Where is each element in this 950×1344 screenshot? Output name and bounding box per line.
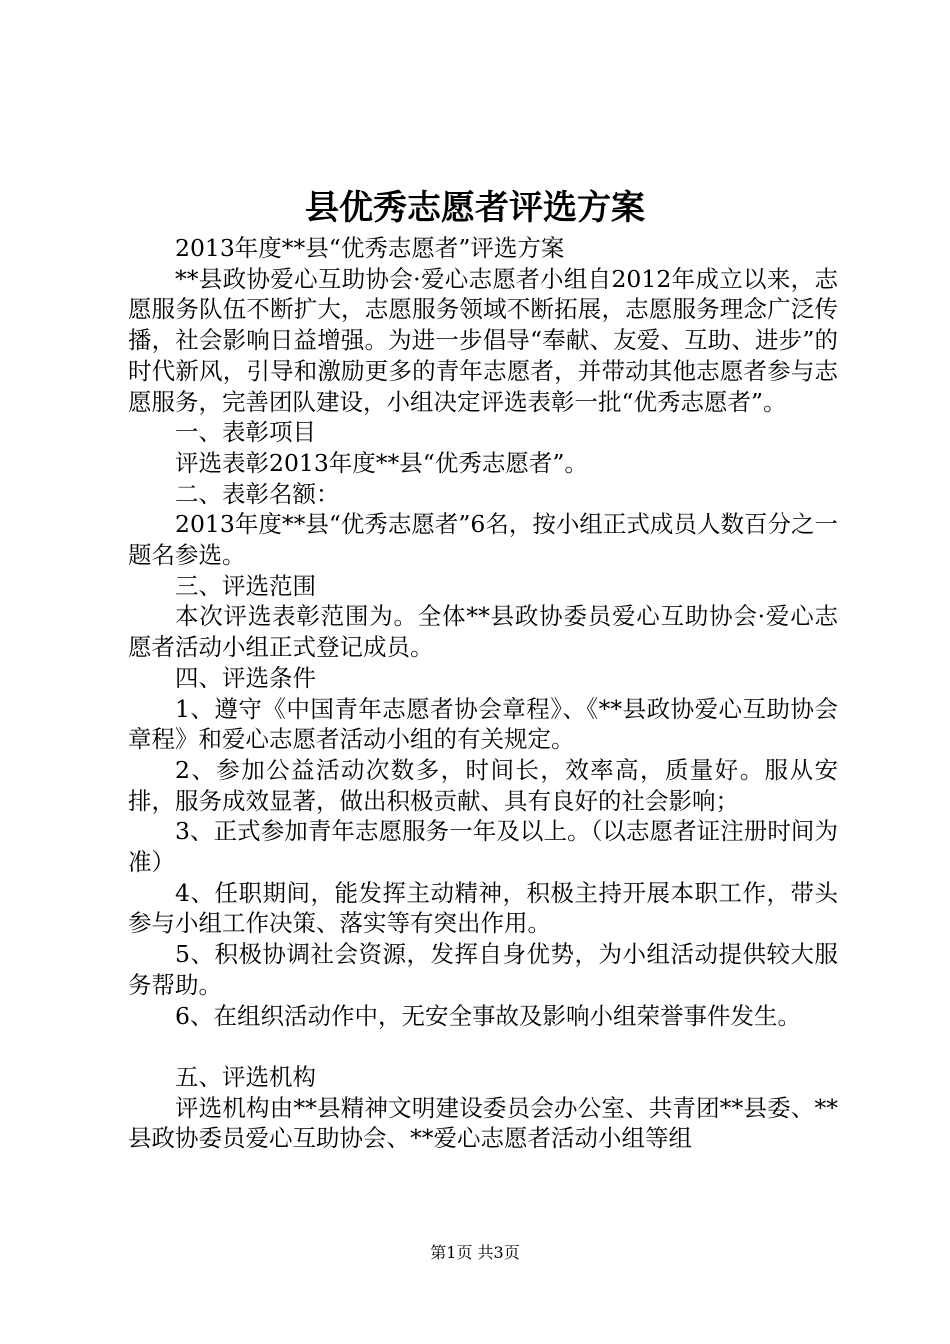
paragraph: 评选表彰2013年度**县“优秀志愿者”。 — [175, 448, 588, 477]
section-heading-3: 三、评选范围 — [175, 571, 316, 600]
paragraph-subtitle: 2013年度**县“优秀志愿者”评选方案 — [175, 234, 565, 262]
list-item: 6、在组织活动作中，无安全事故及影响小组荣誉事件发生。 — [175, 1001, 801, 1030]
document-title: 县优秀志愿者评选方案 — [305, 188, 645, 228]
list-item: 1、遵守《中国青年志愿者协会章程》、《**县政协爱心互助协会章程》和爱心志愿者活动小组的有关规定。 — [128, 694, 838, 754]
section-heading-2: 二、表彰名额： — [175, 479, 340, 508]
list-item: 2、参加公益活动次数多，时间长，效率高，质量好。服从安排，服务成效显著，做出积极贡献、具有良好的社会影响； — [128, 755, 838, 815]
list-item: 4、任职期间，能发挥主动精神，积极主持开展本职工作，带头参与小组工作决策、落实等有突出作用。 — [128, 878, 838, 938]
paragraph: 2013年度**县“优秀志愿者”6名，按小组正式成员人数百分之一题名参选。 — [128, 510, 838, 570]
section-heading-5: 五、评选机构 — [175, 1062, 316, 1091]
paragraph-intro: **县政协爱心互助协会·爱心志愿者小组自2012年成立以来，志愿服务队伍不断扩大，志愿服务领域不断拓展，志愿服务理念广泛传播，社会影响日益增强。为进一步倡导“奉献、友爱、互助、进步”的时代新风，引导和激励更多的青年志愿者，并带动其他志愿者参与志愿服务，完善团队建设，小组决定评选表彰一批“优秀志愿者”。 — [128, 264, 838, 416]
list-item: 3、正式参加青年志愿服务一年及以上。（以志愿者证注册时间为准） — [128, 817, 838, 877]
paragraph: 本次评选表彰范围为。全体**县政协委员爱心互助协会·爱心志愿者活动小组正式登记成员。 — [128, 602, 838, 662]
list-item: 5、积极协调社会资源，发挥自身优势，为小组活动提供较大服务帮助。 — [128, 940, 838, 999]
paragraph: 评选机构由**县精神文明建设委员会办公室、共青团**县委、**县政协委员爱心互助协会、**爱心志愿者活动小组等组 — [128, 1093, 838, 1153]
document-body — [128, 233, 838, 1154]
section-heading-1: 一、表彰项目 — [175, 418, 316, 447]
page-number: 第1页 共3页 — [430, 1243, 520, 1262]
section-heading-4: 四、评选条件 — [175, 663, 316, 692]
